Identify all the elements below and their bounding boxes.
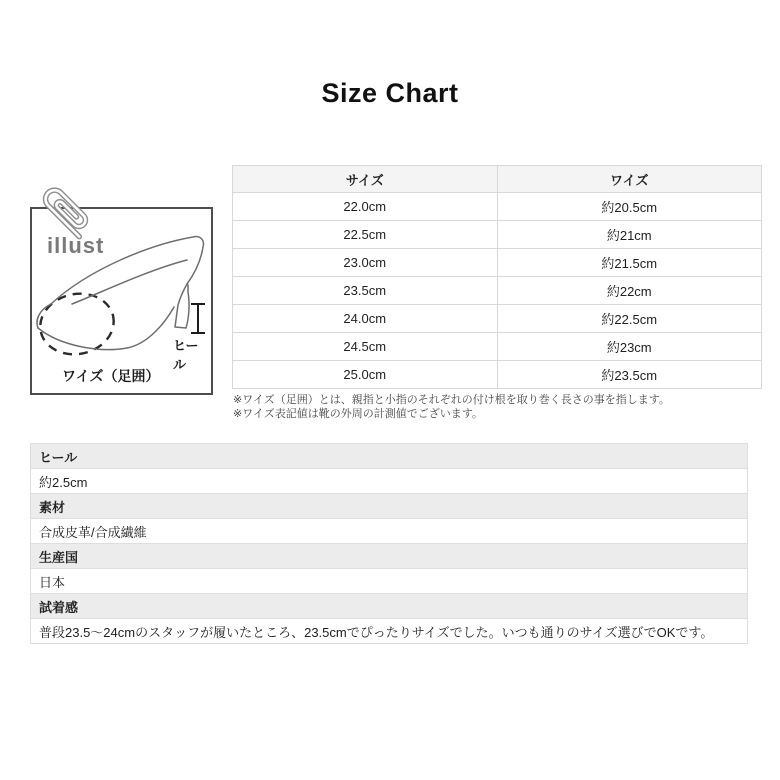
size-cell: 23.0cm xyxy=(233,249,498,277)
width-cell: 約22cm xyxy=(497,277,762,305)
heel-label: ヒール xyxy=(173,338,199,372)
size-cell: 23.5cm xyxy=(233,277,498,305)
size-cell: 22.5cm xyxy=(233,221,498,249)
width-circumference-label: ワイズ（足囲） xyxy=(62,368,160,384)
size-cell: 24.5cm xyxy=(233,333,498,361)
spec-label-row xyxy=(31,594,748,619)
size-cell: 24.0cm xyxy=(233,305,498,333)
spec-value-material: 合成皮革/合成繊維 xyxy=(31,519,748,544)
paperclip-icon xyxy=(30,180,110,252)
table-row xyxy=(233,333,762,361)
illust-badge: illust xyxy=(47,233,105,258)
table-row xyxy=(233,305,762,333)
spec-label-country: 生産国 xyxy=(31,544,748,569)
spec-label-row xyxy=(31,544,748,569)
size-cell: 25.0cm xyxy=(233,361,498,389)
footnote-measurement: ※ワイズ表記値は靴の外周の計測値でございます。 xyxy=(233,408,483,420)
width-cell: 約22.5cm xyxy=(497,305,762,333)
table-footnotes xyxy=(233,393,773,421)
spec-label-row xyxy=(31,444,748,469)
spec-label-heel: ヒール xyxy=(31,444,748,469)
width-cell: 約21cm xyxy=(497,221,762,249)
width-cell: 約21.5cm xyxy=(497,249,762,277)
spec-value-row xyxy=(31,619,748,644)
spec-value-row xyxy=(31,519,748,544)
spec-value-heel: 約2.5cm xyxy=(31,469,748,494)
spec-value-fit: 普段23.5～24cmのスタッフが履いたところ、23.5cmでぴったりサイズでした。いつも通りのサイズ選びでOKです。 xyxy=(31,619,748,644)
column-header-size: サイズ xyxy=(233,166,498,193)
table-row xyxy=(233,361,762,389)
width-cell: 約23cm xyxy=(497,333,762,361)
footnote-width-definition: ※ワイズ（足囲）とは、親指と小指のそれぞれの付け根を取り巻く長さの事を指します。 xyxy=(233,394,670,406)
table-row xyxy=(233,221,762,249)
width-cell: 約23.5cm xyxy=(497,361,762,389)
table-header-row xyxy=(233,166,762,193)
product-spec-table xyxy=(30,443,748,644)
spec-label-material: 素材 xyxy=(31,494,748,519)
spec-value-country: 日本 xyxy=(31,569,748,594)
column-header-width: ワイズ xyxy=(497,166,762,193)
size-width-table xyxy=(232,165,762,389)
heel-height-measure xyxy=(191,304,205,333)
table-row xyxy=(233,193,762,221)
page-title: Size Chart xyxy=(321,78,459,108)
table-row xyxy=(233,277,762,305)
spec-label-fit: 試着感 xyxy=(31,594,748,619)
table-row xyxy=(233,249,762,277)
spec-value-row xyxy=(31,469,748,494)
width-cell: 約20.5cm xyxy=(497,193,762,221)
spec-label-row xyxy=(31,494,748,519)
size-cell: 22.0cm xyxy=(233,193,498,221)
spec-value-row xyxy=(31,569,748,594)
